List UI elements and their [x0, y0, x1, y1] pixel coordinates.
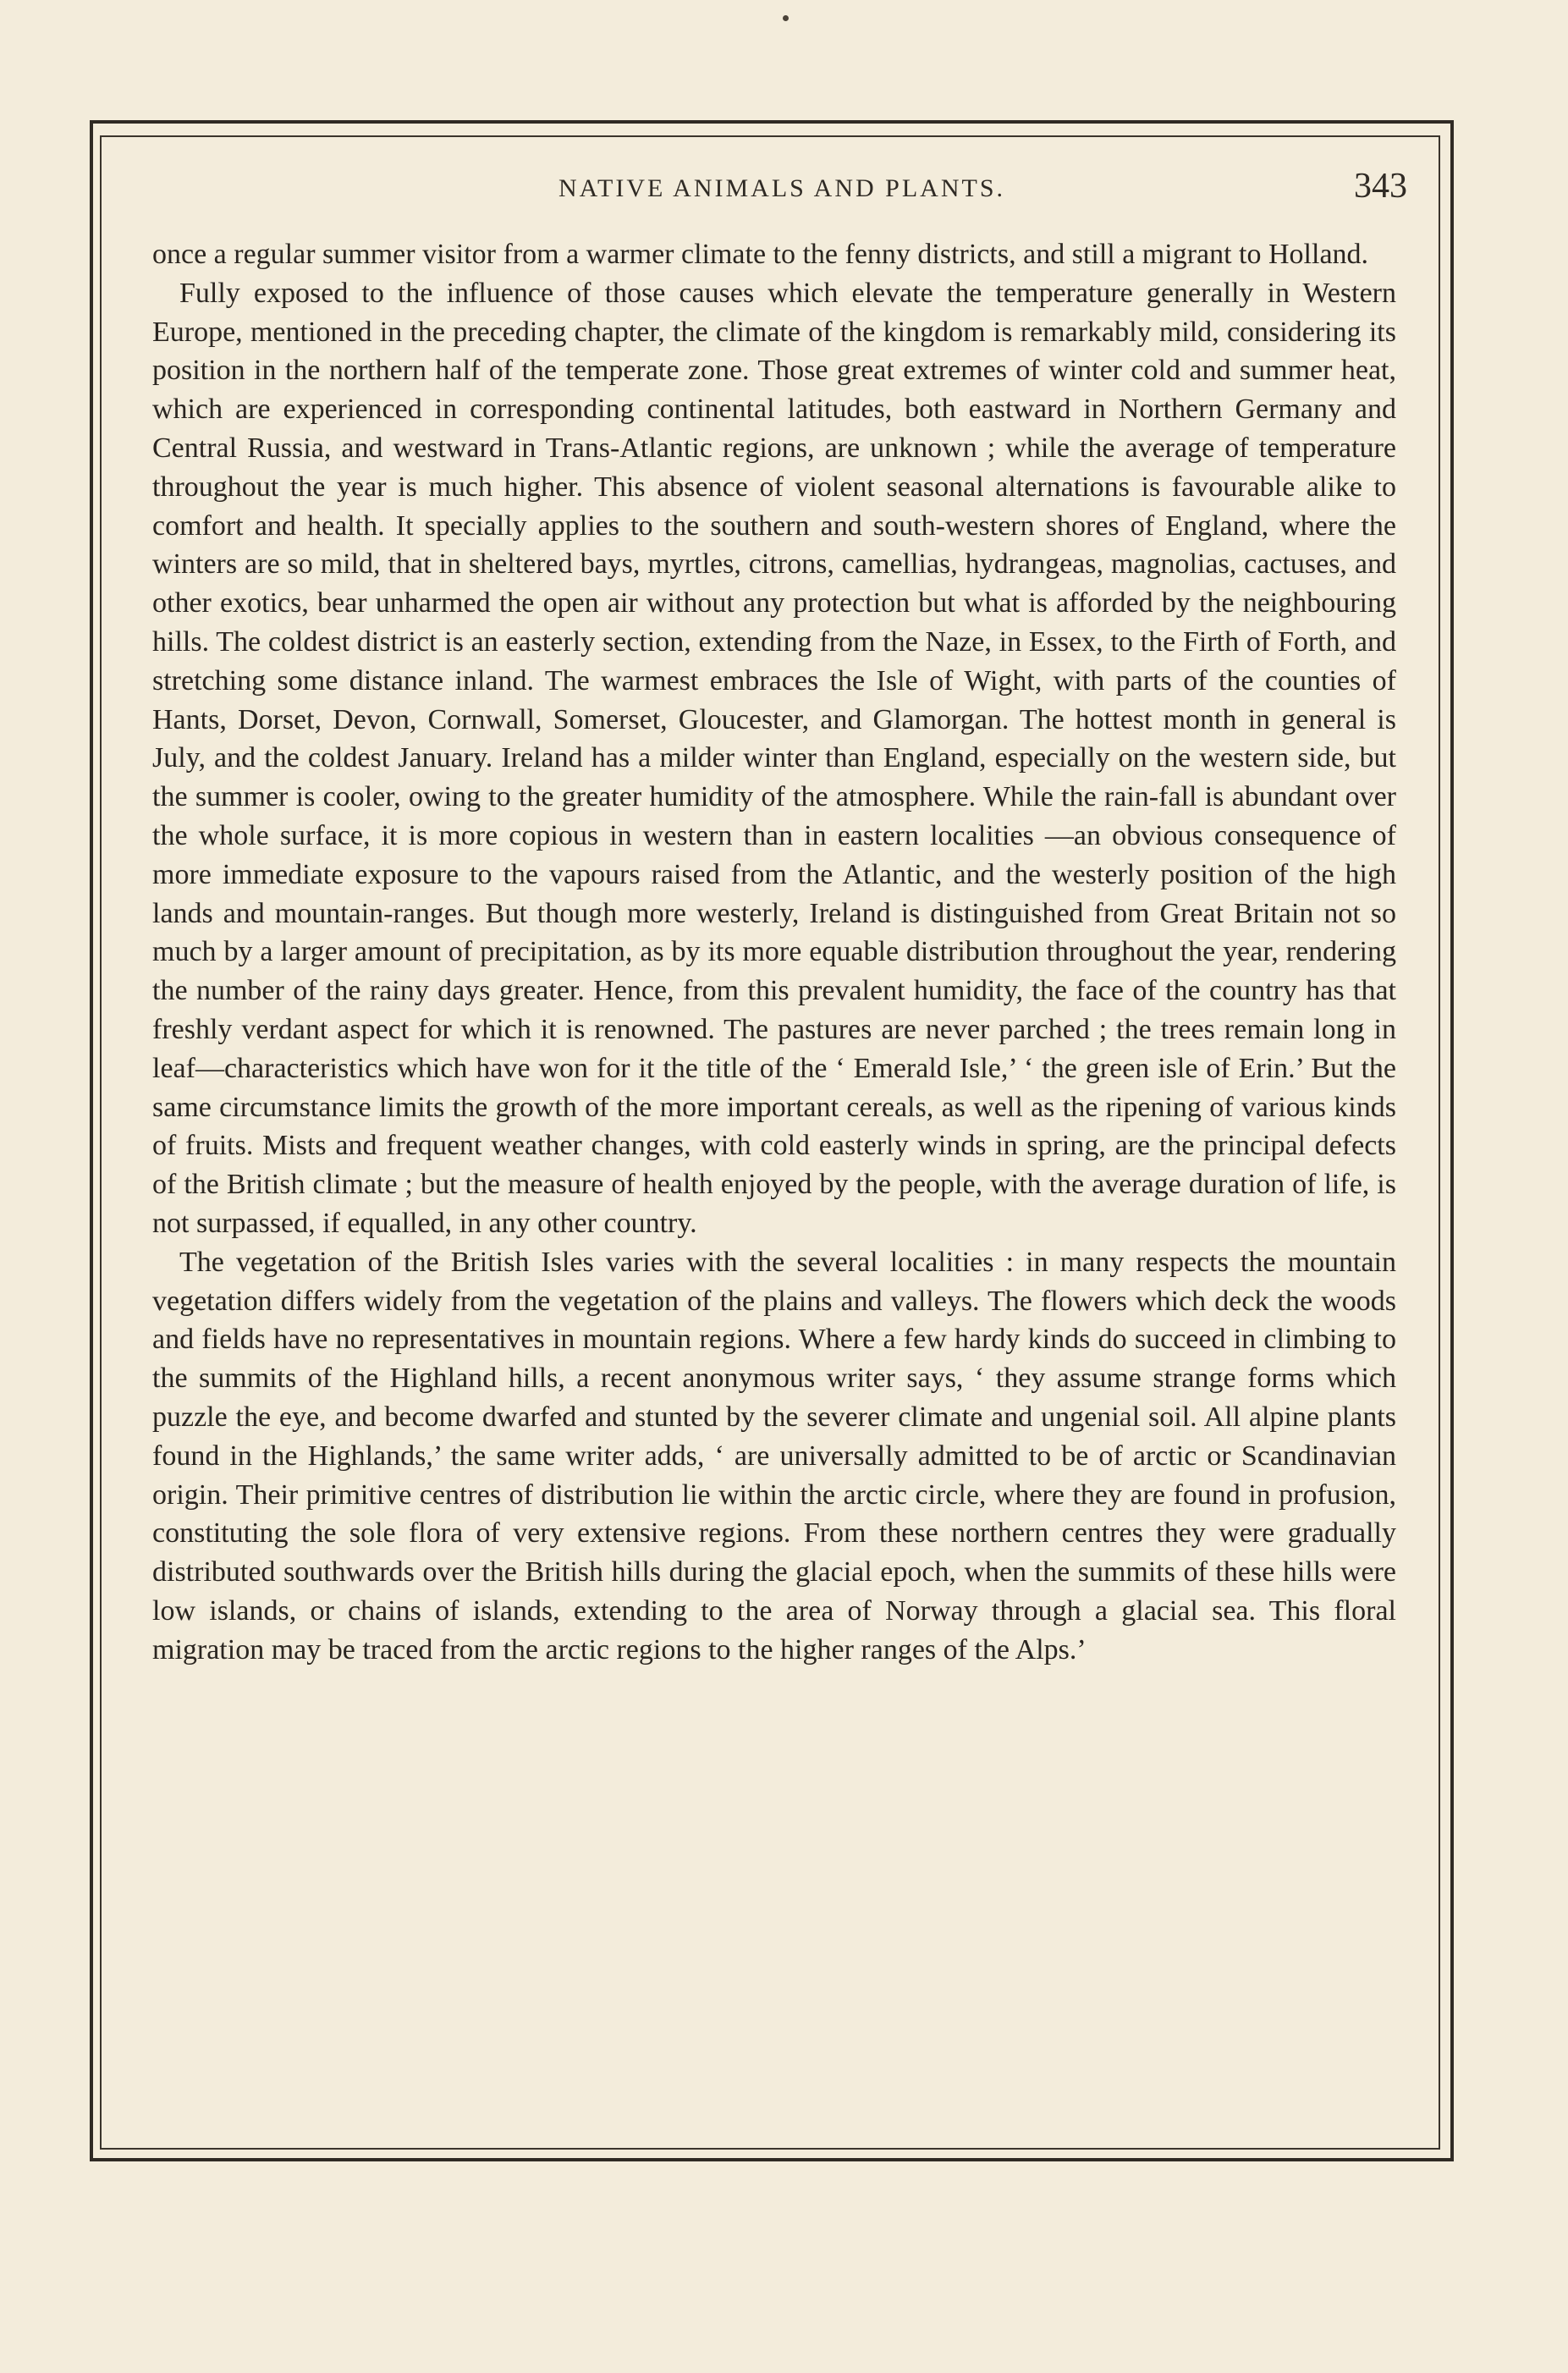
body-text	[152, 235, 1396, 1669]
paragraph-climate: Fully exposed to the influence of those causes which elevate the temperature generally in Western Europe, mentioned in the preceding chapter, the climate of the kingdom is remarkably mild, considering its position in the northern half of the temperate zone. Those great extremes of winter cold and summer heat, which are experienced in corresponding continental latitudes, both eastward in Northern Germany and Central Russia, and westward in Trans-Atlantic regions, are unknown ; while the average of temperature throughout the year is much higher. This absence of violent seasonal alternations is favourable alike to comfort and health. It specially applies to the southern and south-western shores of England, where the winters are so mild, that in sheltered bays, myrtles, citrons, camellias, hydrangeas, magnolias, cactuses, and other exotics, bear unharmed the open air without any protection but what is afforded by the neighbouring hills. The coldest district is an easterly section, extending from the Naze, in Essex, to the Firth of Forth, and stretching some distance inland. The warmest embraces the Isle of Wight, with parts of the counties of Hants, Dorset, Devon, Cornwall, Somerset, Gloucester, and Glamorgan. The hottest month in general is July, and the coldest January. Ireland has a milder winter than England, especially on the western side, but the summer is cooler, owing to the greater humidity of the atmosphere. While the rain-fall is abundant over the whole surface, it is more copious in western than in eastern localities —an obvious consequence of more immediate exposure to the vapours raised from the Atlantic, and the westerly position of the high lands and mountain-ranges. But though more westerly, Ireland is distinguished from Great Britain not so much by a larger amount of precipitation, as by its more equable distribution throughout the year, rendering the number of the rainy days greater. Hence, from this prevalent humidity, the face of the country has that freshly verdant aspect for which it is renowned. The pastures are never parched ; the trees remain long in leaf—characteristics which have won for it the title of the ‘ Emerald Isle,’ ‘ the green isle of Erin.’ But the same circumstance limits the growth of the more important cereals, as well as the ripening of various kinds of fruits. Mists and frequent weather changes, with cold easterly winds in spring, are the principal defects of the British climate ; but the measure of health enjoyed by the people, with the average duration of life, is not surpassed, if equalled, in any other country.	[152, 277, 1396, 1239]
paragraph-continuation: once a regular summer visitor from a warmer climate to the fenny districts, and still a migrant to Holland.	[152, 239, 1369, 270]
paragraph-vegetation: The vegetation of the British Isles varies with the several localities : in many respects the mountain vegetation differs widely from the vegetation of the plains and valleys. The flowers which deck the woods and fields have no representatives in mountain regions. Where a few hardy kinds do succeed in climbing to the summits of the Highland hills, a recent anonymous writer says, ‘ they assume strange forms which puzzle the eye, and become dwarfed and stunted by the severer climate and ungenial soil. All alpine plants found in the Highlands,’ the same writer adds, ‘ are universally admitted to be of arctic or Scandinavian origin. Their primitive centres of distribution lie within the arctic circle, where they are found in profusion, constituting the sole flora of very extensive regions. From these northern centres they were gradually distributed southwards over the British hills during the glacial epoch, when the summits of these hills were low islands, or chains of islands, extending to the area of Norway through a glacial sea. This floral migration may be traced from the arctic regions to the higher ranges of the Alps.’	[152, 1246, 1396, 1666]
page-number: 343	[1354, 167, 1407, 206]
print-mark-dot	[783, 15, 789, 21]
running-header: NATIVE ANIMALS AND PLANTS.	[558, 174, 1006, 202]
